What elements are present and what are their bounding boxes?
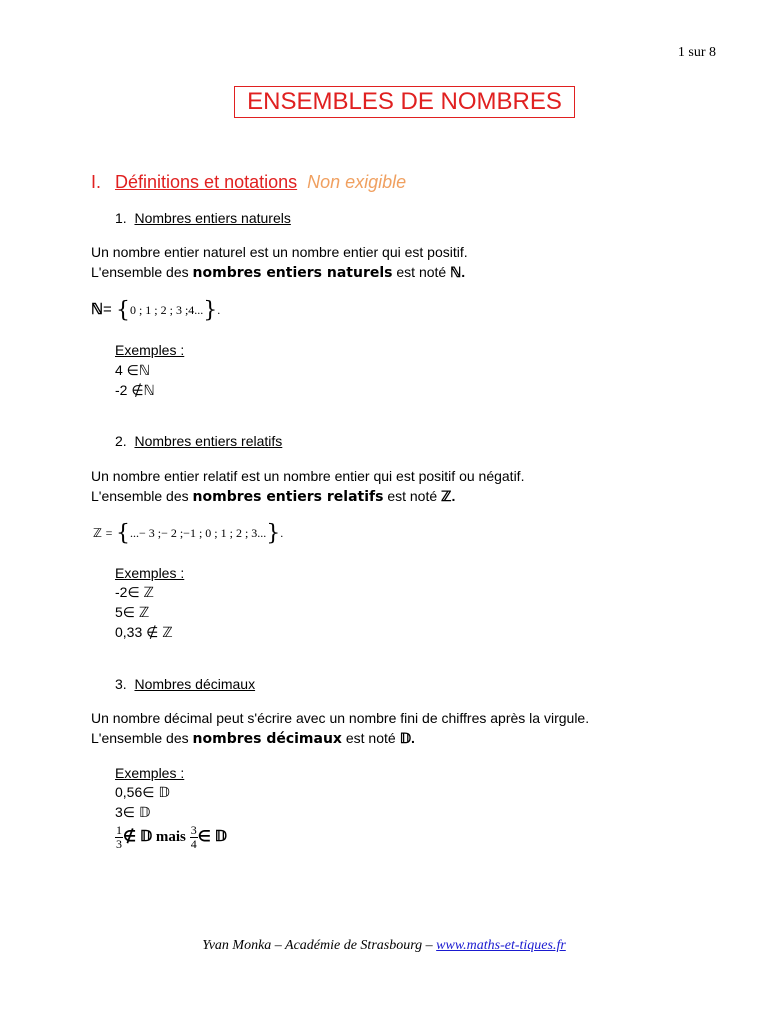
section-number: I. <box>91 172 102 192</box>
section-note: Non exigible <box>307 172 407 192</box>
paragraph-line: Un nombre décimal peut s'écrire avec un nombre fini de chiffres après la virgule. <box>91 710 590 726</box>
paragraph-line: Un nombre entier relatif est un nombre entier qui est positif ou négatif. <box>91 468 525 484</box>
set-definition: ℕ= {0 ; 1 ; 2 ; 3 ;4...}. <box>91 298 221 323</box>
example-line: -2∈ ℤ <box>115 584 154 600</box>
example-line: 0,56∈ 𝔻 <box>115 784 170 800</box>
examples-label: Exemples : <box>115 565 185 581</box>
example-fraction-line: $\frac{1}{3}$ ∉ 𝔻 mais $\frac{3}{4}$ ∈ 𝔻 <box>116 823 227 851</box>
subsection-number: 3. <box>115 676 127 692</box>
example-line: 3∈ 𝔻 <box>115 804 151 820</box>
section-heading <box>91 172 406 193</box>
set-symbol: 𝔻 <box>399 730 412 746</box>
set-symbol: ℤ <box>441 488 452 504</box>
paragraph-line: Un nombre entier naturel est un nombre entier qui est positif. <box>91 244 468 260</box>
subsection-title: Nombres décimaux <box>134 676 256 692</box>
paragraph-line: L'ensemble des nombres entiers relatifs est noté ℤ. <box>91 488 456 505</box>
example-line: -2 ∉ℕ <box>115 382 155 398</box>
examples-label: Exemples : <box>115 765 185 781</box>
subsection-heading-naturels <box>115 210 291 226</box>
set-definition: ℤ = {...− 3 ;− 2 ;−1 ; 0 ; 1 ; 2 ; 3...}. <box>93 521 284 546</box>
subsection-title: Nombres entiers naturels <box>134 210 291 226</box>
example-line: 0,33 ∉ ℤ <box>115 624 173 640</box>
section-title: Définitions et notations <box>115 172 298 192</box>
set-symbol: ℕ <box>450 264 462 280</box>
examples-label: Exemples : <box>115 342 185 358</box>
page-indicator: 1 sur 8 <box>677 45 716 60</box>
footer-author: Yvan Monka – Académie de Strasbourg – <box>202 938 437 953</box>
footer-link[interactable]: www.maths-et-tiques.fr <box>436 938 566 953</box>
example-line: 4 ∈ℕ <box>115 362 151 378</box>
document-title: ENSEMBLES DE NOMBRES <box>234 86 575 118</box>
subsection-number: 1. <box>115 210 127 226</box>
fraction: $\frac{1}{3}$ <box>116 823 122 851</box>
fraction: $\frac{3}{4}$ <box>190 823 197 851</box>
subsection-heading-relatifs <box>115 433 282 449</box>
footer <box>0 938 768 954</box>
subsection-heading-decimaux <box>115 676 255 692</box>
subsection-number: 2. <box>115 433 127 449</box>
paragraph-line: L'ensemble des nombres entiers naturels est noté ℕ. <box>91 264 466 281</box>
subsection-title: Nombres entiers relatifs <box>134 433 283 449</box>
example-line: 5∈ ℤ <box>115 604 150 620</box>
paragraph-line: L'ensemble des nombres décimaux est noté 𝔻. <box>91 730 415 747</box>
